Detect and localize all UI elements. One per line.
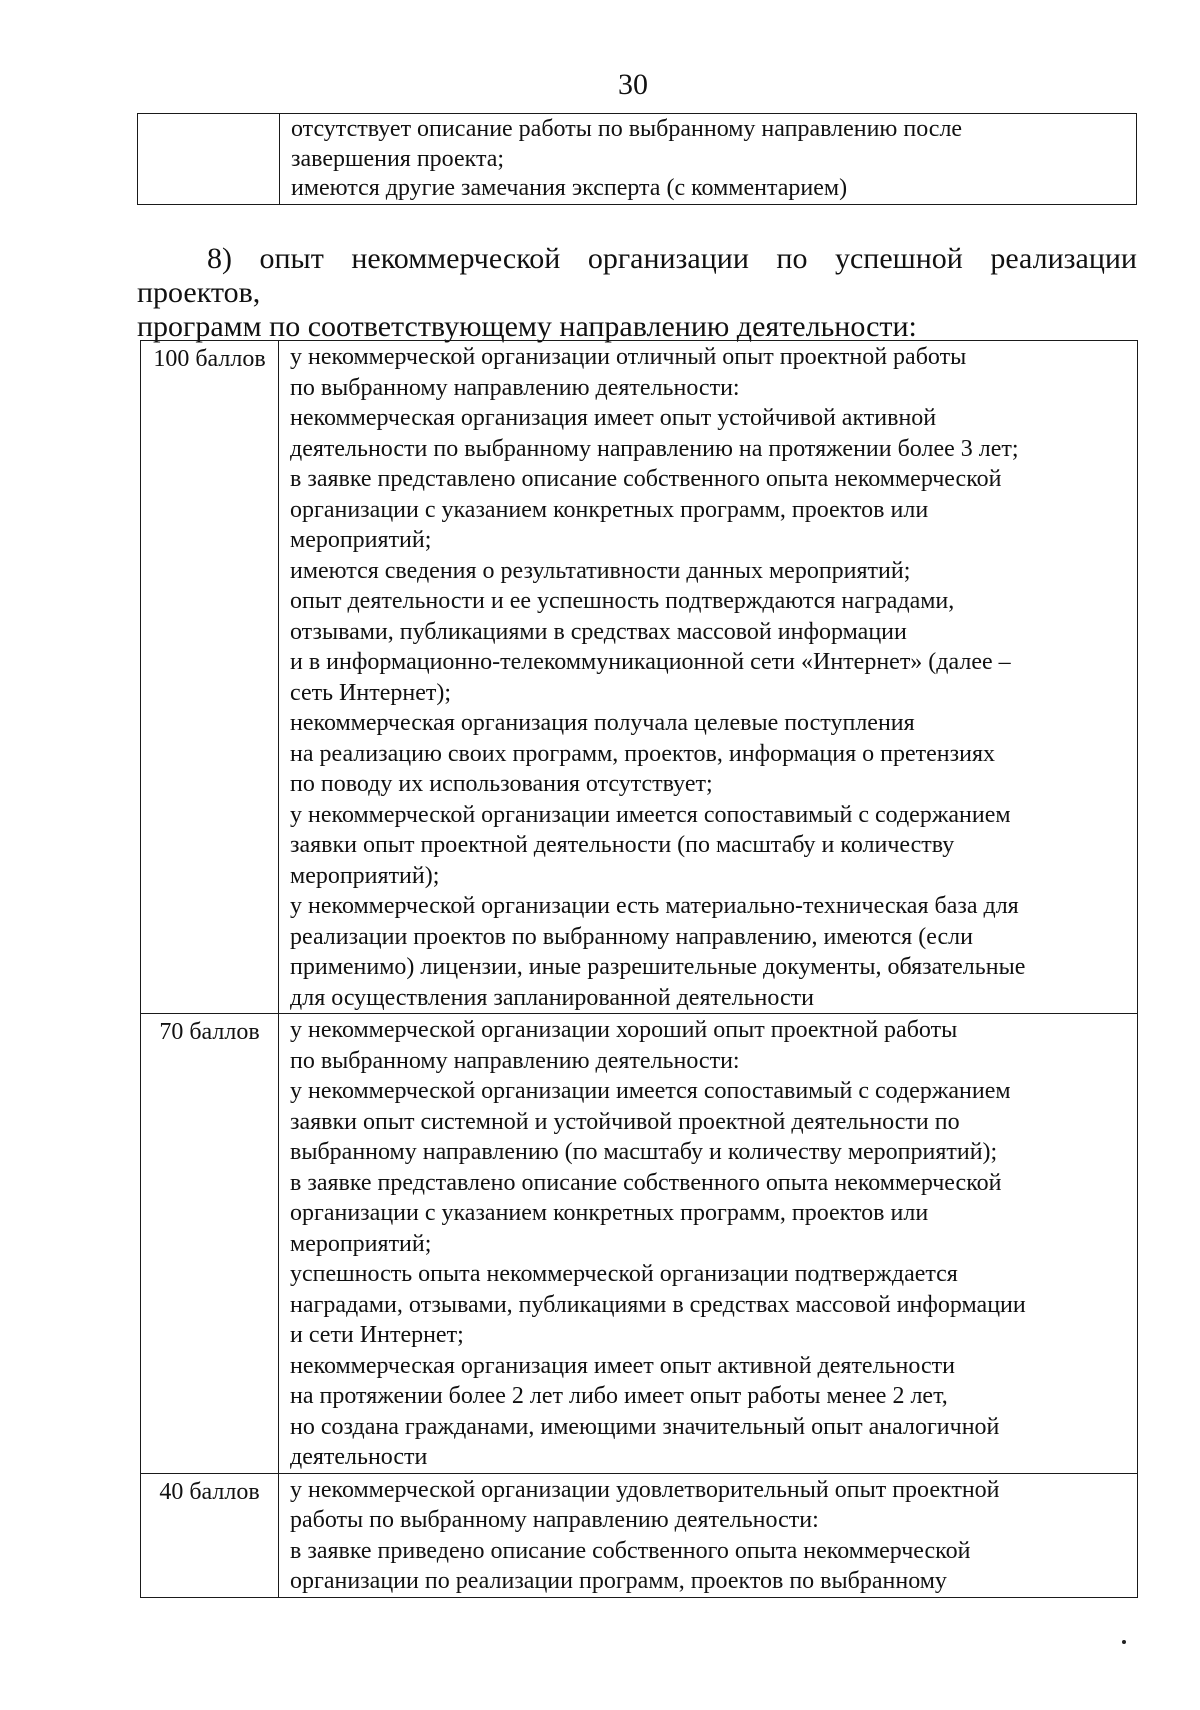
description-line: по выбранному направлению деятельности: — [290, 374, 740, 401]
description-line: у некоммерческой организации имеется сопоставимый с содержанием — [290, 1078, 1011, 1104]
description-line: опыт деятельности и ее успешность подтверждаются наградами, — [290, 588, 955, 614]
table-row — [141, 1014, 1138, 1474]
description-line: мероприятий; — [290, 527, 432, 553]
description-line: некоммерческая организация имеет опыт активной деятельности — [290, 1352, 955, 1379]
description-line: и сети Интернет; — [290, 1322, 464, 1348]
description-line: заявки опыт системной и устойчивой проектной деятельности по — [290, 1108, 960, 1135]
description-line: выбранному направлению (по масштабу и количеству мероприятий); — [290, 1139, 998, 1165]
paragraph-line: программ по соответствующему направлению деятельности: — [137, 310, 917, 343]
description-line: некоммерческая организация имеет опыт устойчивой активной — [290, 405, 937, 431]
table-row — [141, 341, 1138, 1014]
score-cell: 70 баллов — [141, 1014, 279, 1474]
description-line: у некоммерческой организации хороший опыт проектной работы — [290, 1017, 958, 1043]
score-cell: 100 баллов — [141, 341, 279, 1014]
description-line: успешность опыта некоммерческой организации подтверждается — [290, 1261, 958, 1287]
description-line: в заявке приведено описание собственного опыта некоммерческой — [290, 1537, 971, 1564]
description-cell — [279, 1014, 1138, 1474]
continuation-table — [137, 113, 1137, 205]
description-line: по выбранному направлению деятельности: — [290, 1047, 740, 1074]
description-line: у некоммерческой организации отличный опыт проектной работы — [290, 344, 967, 370]
description-line: мероприятий; — [290, 1230, 432, 1257]
description-line: деятельности — [290, 1444, 428, 1470]
description-line: у некоммерческой организации удовлетворительный опыт проектной — [290, 1476, 1000, 1503]
description-line: имеются другие замечания эксперта (с комментарием) — [291, 175, 848, 201]
description-line: и в информационно-телекоммуникационной сети «Интернет» (далее – — [290, 649, 1011, 675]
description-line: но создана гражданами, имеющими значительный опыт аналогичной — [290, 1413, 1000, 1440]
description-line: для осуществления запланированной деятельности — [290, 984, 814, 1011]
description-line: организации по реализации программ, проектов по выбранному — [290, 1568, 947, 1594]
description-line: на реализацию своих программ, проектов, информация о претензиях — [290, 740, 996, 767]
description-line: заявки опыт проектной деятельности (по масштабу и количеству — [290, 832, 955, 858]
description-cell — [279, 341, 1138, 1014]
description-line: деятельности по выбранному направлению на протяжении более 3 лет; — [290, 435, 1019, 462]
description-line: отсутствует описание работы по выбранному направлению после — [291, 116, 963, 142]
description-line: организации с указанием конкретных программ, проектов или — [290, 496, 929, 523]
description-line: некоммерческая организация получала целевые поступления — [290, 710, 915, 736]
description-cell — [279, 1473, 1138, 1597]
description-line: организации с указанием конкретных программ, проектов или — [290, 1200, 929, 1226]
description-cell — [280, 114, 1137, 205]
description-line: работы по выбранному направлению деятельности: — [290, 1507, 819, 1533]
criteria-table — [140, 340, 1138, 1598]
description-line: реализации проектов по выбранному направлению, имеются (если — [290, 923, 973, 950]
description-line: у некоммерческой организации есть материально-техническая база для — [290, 893, 1019, 919]
description-line: мероприятий); — [290, 862, 440, 889]
scan-speck — [1122, 1640, 1126, 1644]
score-cell: 40 баллов — [141, 1473, 279, 1597]
description-line: имеются сведения о результативности данных мероприятий; — [290, 557, 911, 584]
description-line: у некоммерческой организации имеется сопоставимый с содержанием — [290, 801, 1011, 828]
description-line: сеть Интернет); — [290, 679, 451, 706]
description-line: отзывами, публикациями в средствах массовой информации — [290, 618, 907, 645]
description-line: по поводу их использования отсутствует; — [290, 771, 713, 797]
description-line: применимо) лицензии, иные разрешительные документы, обязательные — [290, 954, 1026, 980]
paragraph-line: 8) опыт некоммерческой организации по успешной реализации проектов, — [137, 242, 1137, 309]
page-number: 30 — [618, 68, 648, 101]
score-cell-empty — [138, 114, 280, 205]
description-line: завершения проекта; — [291, 145, 505, 172]
description-line: в заявке представлено описание собственного опыта некоммерческой — [290, 466, 1002, 492]
section-paragraph — [137, 242, 1137, 344]
description-line: на протяжении более 2 лет либо имеет опыт работы менее 2 лет, — [290, 1383, 948, 1409]
table-row — [141, 1473, 1138, 1597]
description-line: наградами, отзывами, публикациями в средствах массовой информации — [290, 1291, 1026, 1318]
table-row — [138, 114, 1137, 205]
description-line: в заявке представлено описание собственного опыта некоммерческой — [290, 1169, 1002, 1196]
